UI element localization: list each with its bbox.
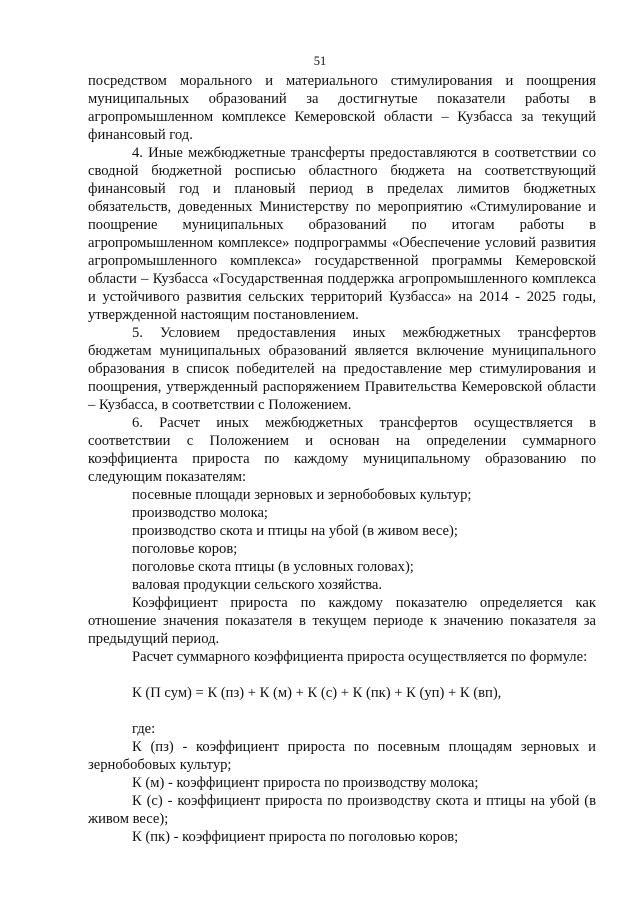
indicator-item: посевные площади зерновых и зернобобовых культур; <box>132 487 472 503</box>
paragraph-5: 5. Условием предоставления иных межбюджетных трансфертов бюджетам муниципальных образований является включение муниципального образования в список победителей на предоставление мер стимулирования и поощрения, утвержденный распоряжением Правительства Кемеровской области – Кузбасса, в соответствии с Положением. <box>88 325 596 413</box>
spacer <box>88 702 596 720</box>
document-body <box>88 72 596 846</box>
where-label: где: <box>132 721 156 737</box>
definition-item: К (пз) - коэффициент прироста по посевным площадям зерновых и зернобобовых культур; <box>88 739 596 773</box>
definition-item: К (пк) - коэффициент прироста по поголовью коров; <box>132 829 459 845</box>
spacer <box>88 666 596 684</box>
indicator-item: поголовье коров; <box>132 541 238 557</box>
indicator-item: поголовье скота птицы (в условных головах); <box>132 559 414 575</box>
paragraph-4: 4. Иные межбюджетные трансферты предоставляются в соответствии со сводной бюджетной росписью областного бюджета на соответствующий финансовый год и плановый период в пределах лимитов бюджетных обязательств, доведенных Министерству по мероприятию «Стимулирование и поощрение муниципальных образований по итогам работы в агропромышленном комплексе» подпрограммы «Обеспечение условий развития агропромышленного комплекса» государственной программы Кемеровской области – Кузбасса «Государственная поддержка агропромышленного комплекса и устойчивого развития сельских территорий Кузбасса» на 2014 - 2025 годы, утвержденной настоящим постановлением. <box>88 145 596 323</box>
paragraph-growth-coefficient: Коэффициент прироста по каждому показателю определяется как отношение значения показателя в текущем периоде к значению показателя за предыдущий период. <box>88 595 596 647</box>
indicator-item: валовая продукции сельского хозяйства. <box>132 577 383 593</box>
indicator-item: производство скота и птицы на убой (в живом весе); <box>132 523 458 539</box>
formula: К (П сум) = К (пз) + К (м) + К (с) + К (пк) + К (уп) + К (вп), <box>132 685 502 701</box>
paragraph-continuation: посредством морального и материального стимулирования и поощрения муниципальных образований за достигнутые показатели работы в агропромышленном комплексе Кемеровской области – Кузбасса за текущий финансовый год. <box>88 73 596 143</box>
page-number: 51 <box>313 54 327 68</box>
definition-item: К (м) - коэффициент прироста по производству молока; <box>132 775 479 791</box>
paragraph-6: 6. Расчет иных межбюджетных трансфертов осуществляется в соответствии с Положением и основан на определении суммарного коэффициента прироста по каждому муниципальному образованию по следующим показателям: <box>88 415 596 485</box>
indicator-item: производство молока; <box>132 505 268 521</box>
paragraph-formula-intro: Расчет суммарного коэффициента прироста осуществляется по формуле: <box>132 649 588 665</box>
definition-item: К (с) - коэффициент прироста по производству скота и птицы на убой (в живом весе); <box>88 793 596 827</box>
